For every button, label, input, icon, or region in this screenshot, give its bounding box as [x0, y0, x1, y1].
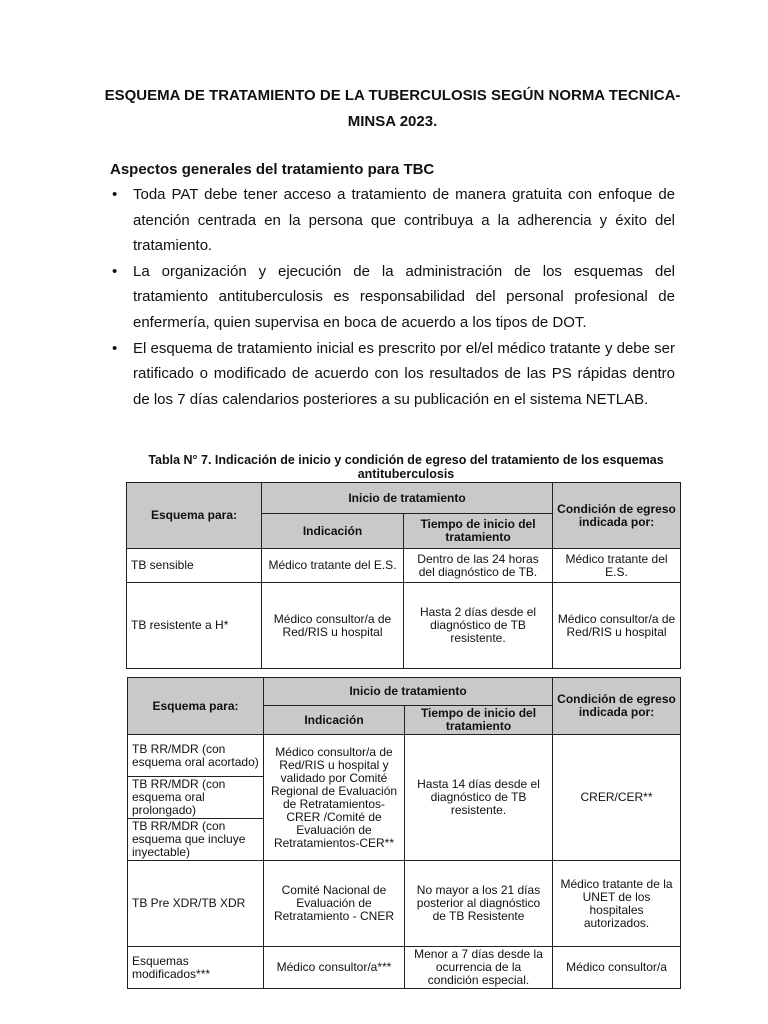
cell-indicacion: Comité Nacional de Evaluación de Retratamiento - CNER [264, 861, 405, 947]
header-esquema: Esquema para: [127, 483, 262, 549]
cell-condicion: Médico consultor/a [553, 947, 681, 989]
bullet-icon: • [112, 262, 118, 280]
header-condicion: Condición de egreso indicada por: [553, 483, 681, 549]
cell-esquema: Esquemas modificados*** [128, 947, 264, 989]
cell-condicion: Médico tratante de la UNET de los hospitales autorizados. [553, 861, 681, 947]
header-inicio: Inicio de tratamiento [262, 483, 553, 514]
bullet-icon: • [112, 339, 118, 357]
header-indicacion: Indicación [264, 706, 405, 735]
header-indicacion: Indicación [262, 514, 404, 549]
cell-indicacion: Médico consultor/a de Red/RIS u hospital y validado por Comité Regional de Evaluación de Retratamientos-CRER /Comité de Evaluación de Retratamientos-CER** [264, 735, 405, 861]
bullet-item [110, 182, 675, 259]
cell-condicion: Médico consultor/a de Red/RIS u hospital [553, 583, 681, 669]
bullet-item [110, 336, 675, 413]
cell-indicacion: Médico consultor/a de Red/RIS u hospital [262, 583, 404, 669]
bullet-icon: • [112, 186, 118, 203]
page-title: ESQUEMA DE TRATAMIENTO DE LA TUBERCULOSIS SEGÚN NORMA TECNICA- MINSA 2023. [104, 87, 681, 130]
table-row [128, 861, 681, 947]
cell-esquema: TB Pre XDR/TB XDR [128, 861, 264, 947]
bullet-text: Toda PAT debe tener acceso a tratamiento de manera gratuita con enfoque de atención centrada en la persona que contribuya a la adherencia y éxito del tratamiento. [133, 186, 675, 255]
header-condicion: Condición de egreso indicada por: [553, 678, 681, 735]
cell-tiempo: Hasta 14 días desde el diagnóstico de TB resistente. [405, 735, 553, 861]
cell-esquema: TB resistente a H* [127, 583, 262, 669]
header-tiempo: Tiempo de inicio del tratamiento [405, 706, 553, 735]
bullet-item [110, 259, 675, 336]
cell-indicacion: Médico tratante del E.S. [262, 549, 404, 583]
cell-esquema: TB RR/MDR (con esquema que incluye inyectable) [128, 819, 264, 861]
cell-tiempo: Menor a 7 días desde la ocurrencia de la condición especial. [405, 947, 553, 989]
table-caption: Tabla N° 7. Indicación de inicio y condición de egreso del tratamiento de los esquemas antituberculosis [148, 453, 664, 481]
table-row [127, 549, 681, 583]
cell-esquema: TB RR/MDR (con esquema oral acortado) [128, 735, 264, 777]
cell-tiempo: Dentro de las 24 horas del diagnóstico de TB. [404, 549, 553, 583]
cell-condicion: Médico tratante del E.S. [553, 549, 681, 583]
bullet-list [110, 182, 675, 412]
bullet-text: La organización y ejecución de la administración de los esquemas del tratamiento antituberculosis es responsabilidad del personal profesional de enfermería, quien supervisa en boca de acuerdo a los tipos de DOT. [133, 262, 675, 331]
header-tiempo: Tiempo de inicio del tratamiento [404, 514, 553, 549]
treatment-table-2 [127, 677, 681, 989]
header-esquema: Esquema para: [128, 678, 264, 735]
cell-tiempo: Hasta 2 días desde el diagnóstico de TB resistente. [404, 583, 553, 669]
bullet-text: El esquema de tratamiento inicial es prescrito por el/el médico tratante y debe ser ratificado o modificado de acuerdo con los resultados de las PS rápidas dentro de los 7 días calendarios posteriores a su publicación en el sistema NETLAB. [133, 339, 675, 408]
table-row [128, 947, 681, 989]
header-inicio: Inicio de tratamiento [264, 678, 553, 706]
table-row [127, 583, 681, 669]
treatment-table-1 [126, 482, 681, 669]
cell-esquema: TB sensible [127, 549, 262, 583]
table-row [128, 735, 681, 777]
cell-indicacion: Médico consultor/a*** [264, 947, 405, 989]
section-heading: Aspectos generales del tratamiento para TBC [110, 161, 435, 178]
cell-tiempo: No mayor a los 21 días posterior al diagnóstico de TB Resistente [405, 861, 553, 947]
cell-condicion: CRER/CER** [553, 735, 681, 861]
cell-esquema: TB RR/MDR (con esquema oral prolongado) [128, 777, 264, 819]
